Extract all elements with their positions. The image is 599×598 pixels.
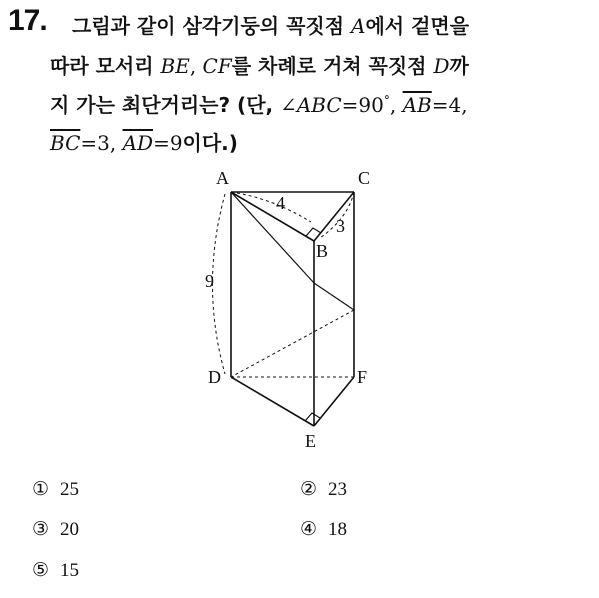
label-a: A [216, 168, 229, 188]
label-c: C [358, 168, 371, 188]
label-f: F [357, 367, 368, 387]
angle-value: =90 [341, 93, 384, 117]
segment-ab: $\overline{AB}$ [402, 93, 432, 117]
length-ad: 9 [205, 271, 214, 291]
choice-3[interactable] [32, 518, 79, 541]
arc-ad [213, 194, 226, 374]
choice-5-mark: ⑤ [32, 560, 50, 581]
ad-value: =9 [153, 131, 183, 155]
length-ab: 4 [276, 193, 285, 213]
edge-ab [231, 192, 314, 241]
separator: , [389, 93, 403, 117]
question-number: 17. [8, 4, 47, 37]
label-d: D [208, 367, 221, 387]
angle-abc: ∠ABC [280, 93, 342, 117]
comma-text: , [189, 54, 203, 78]
choice-2-value: 23 [328, 479, 347, 500]
length-bc: 3 [336, 216, 345, 236]
choice-4[interactable] [300, 518, 347, 541]
choice-1-value: 25 [60, 479, 79, 500]
arc-ab [231, 192, 311, 222]
point-d-text: D [433, 54, 450, 78]
path-segment-3-hidden [231, 310, 354, 377]
question-text-2c: 까 [449, 54, 469, 78]
segment-ad: $\overline{AD}$ [122, 131, 154, 155]
edge-cf-text: CF [202, 54, 232, 78]
choice-1[interactable] [32, 478, 79, 501]
choice-1-mark: ① [32, 479, 50, 500]
choice-3-value: 20 [60, 519, 79, 540]
question-text-1a: 그림과 같이 삼각기둥의 꼭짓점 [72, 14, 352, 38]
question-text-4end: 이다.) [182, 131, 238, 155]
ab-value: =4, [431, 93, 468, 117]
question-text-2b: 를 차례로 거쳐 꼭짓점 [231, 54, 434, 78]
path-segment-1 [231, 192, 314, 283]
choice-5[interactable] [32, 559, 79, 582]
question-text-3a: 지 가는 최단거리는? (단, [50, 93, 281, 117]
choice-4-mark: ④ [300, 519, 318, 540]
edge-ef [314, 377, 354, 426]
choice-2[interactable] [300, 478, 347, 501]
bc-value: =3, [80, 131, 123, 155]
edge-de [231, 377, 314, 426]
choice-5-value: 15 [60, 560, 79, 581]
label-e: E [305, 431, 316, 451]
question-text-1b: 에서 겉면을 [365, 14, 470, 38]
point-a-text: A [351, 14, 366, 38]
choice-3-mark: ③ [32, 519, 50, 540]
question-text-2a: 따라 모서리 [50, 54, 161, 78]
edge-be-text: BE [160, 54, 190, 78]
choice-4-value: 18 [328, 519, 347, 540]
choice-2-mark: ② [300, 479, 318, 500]
edge-bc [314, 192, 354, 241]
degree-sign: ° [383, 93, 390, 108]
right-angle-mark-e [305, 413, 320, 421]
segment-bc: $\overline{BC}$ [50, 131, 81, 155]
label-b: B [316, 241, 329, 261]
path-segment-2 [314, 283, 354, 310]
